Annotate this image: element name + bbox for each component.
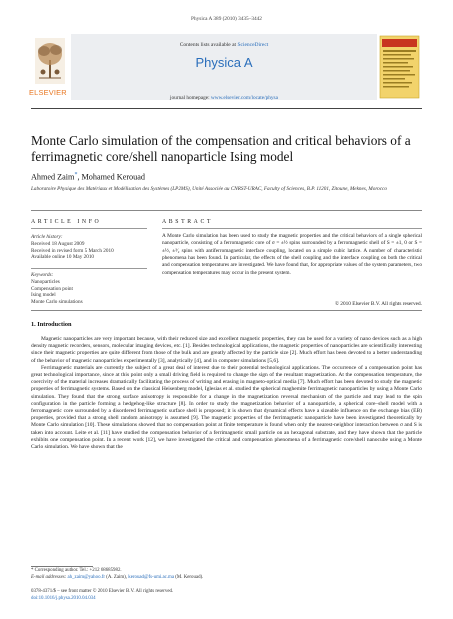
elsevier-logo [31, 34, 69, 100]
header-rule [31, 108, 422, 109]
affiliation-rule [31, 210, 422, 211]
corresponding-mark[interactable]: * [74, 172, 78, 178]
corresponding-author-note: * Corresponding author. Tel.: +212 68685982. [31, 568, 122, 573]
email-link-kerouad[interactable]: kerouad@fs-umi.ac.ma [128, 574, 175, 580]
article-history [31, 234, 147, 261]
sciencedirect-link[interactable]: ScienceDirect [237, 42, 269, 48]
author-1[interactable]: Ahmed Zaim [31, 172, 75, 182]
keywords-block [31, 272, 147, 306]
abstract-bottom-rule [31, 310, 422, 311]
affiliation: Laboratoire Physique des Matériaux et Modélisation des Systèmes (LP2MS), Unité Associée au CNRST-URAC, Faculty of Sciences, B.P. 11201, Zitoune, Meknes, Morocco [31, 186, 387, 192]
article-info-heading: ARTICLE INFO [31, 219, 102, 225]
body-paragraph: Magnetic nanoparticles are very important because, with their reduced size and excellent magnetic properties, they can be used for a variety of nano devices such as a high density magnetic recorders, sensors, molecular imaging devices, etc. [1]. Besides technological applications, the magnetic properties of nanoparticles are scientifically interesting since their magnetic properties are quite different from those of the bulk and are greatly affected by the particle size [2]. Much effort has been devoted to a better understanding of the behavior of magnetic nanoparticles experimentally [3], analytically [4], and in computer simulations [5,6]. [31, 336, 422, 364]
elsevier-wordmark: ELSEVIER [29, 88, 67, 97]
keyword-item: Monte Carlo simulations [31, 299, 83, 306]
body-paragraph: Ferrimagnetic materials are currently the subject of a great deal of interest due to their potential technological applications. The occurrence of a compensation point has great technological importance, since at this point only a small driving field is required to change the sign of the resultant magnetization. At the compensation temperature, the coercivity of the material increases dramatically facilitating the process of writing and erasing in magneto-optical media [7]. Much effort has been devoted to study the magnetic properties of ferrimagnetic systems. Based on the classical Heisenberg model, Iglesias et al. studied the spherical maghemite ferrimagnetic nanoparticles by using a Monte Carlo simulation. They found that the strong surface anisotropy is responsible for a change in the magnetization reversal mechanism of the particle and may lead to the spin configuration in the particle forming a hedgehog-like structure [8]. In order to study the magnetization behavior of a nanoparticle, a spherical core–shell model with a ferromagnetic core surrounded by a disordered ferrimagnetic surface shell is proposed; it is shown that dynamical effects have a sizeable influence on the exchange bias (EB) properties, provided that a strong shell random anisotropy is assumed [9]. The magnetic properties of the ferrimagnetic nanoparticle have been investigated theoretically by Monte Carlo simulation [10]. These simulations showed that no compensation point at finite temperature is found when only the nearest-neighbor interaction between σ and S is taken into account. Leite et al. [11] have studied the compensation behavior of a ferrimagnetic small particle on an hexagonal substrate, and they have shown that the particle exhibits one compensation point. In a recent work [12], we have investigated the critical and compensation phenomena of a ferrimagnetic core/shell nanocube using a Monte Carlo simulation. We have shown that the [31, 364, 422, 451]
history-label: Article history: [31, 234, 63, 240]
article-title: Monte Carlo simulation of the compensation and critical behaviors of a ferrimagnetic core/shell nanoparticle Ising model [31, 133, 411, 164]
abstract-copyright: © 2010 Elsevier B.V. All rights reserved. [334, 301, 422, 307]
history-item: Received in revised form 5 March 2010 [31, 247, 114, 254]
contents-line: Contents lists available at ScienceDirect [179, 42, 269, 48]
journal-homepage-link[interactable]: www.elsevier.com/locate/physa [210, 95, 278, 101]
journal-banner [31, 34, 422, 109]
abstract-heading: ABSTRACT [162, 219, 214, 225]
journal-homepage-line: journal homepage: www.elsevier.com/locate/physa [170, 95, 278, 101]
abstract-rule [162, 228, 422, 229]
doi-link[interactable]: doi:10.1016/j.physa.2010.04.034 [31, 595, 96, 601]
issn-block [31, 589, 173, 602]
keyword-item: Ising model [31, 292, 56, 299]
article-info-rule [31, 228, 147, 229]
journal-name: Physica A [195, 55, 253, 70]
footnote [31, 568, 422, 581]
author-2[interactable]: Mohamed Kerouad [81, 172, 145, 182]
history-rule [31, 268, 147, 269]
keyword-item: Nanoparticles [31, 278, 60, 285]
email-link-zaim[interactable]: ah_zaim@yahoo.fr [67, 574, 106, 580]
section-heading-introduction: 1. Introduction [31, 321, 72, 328]
email-line: E-mail addresses: ah_zaim@yahoo.fr (A. Zaim), kerouad@fs-umi.ac.ma (M. Kerouad). [31, 574, 204, 580]
history-item: Received 18 August 2009 [31, 240, 85, 247]
history-item: Available online 10 May 2010 [31, 254, 95, 261]
keywords-label: Keywords: [31, 272, 54, 278]
abstract-text: A Monte Carlo simulation has been used to study the magnetic properties and the critical behaviors of a single spherical nanoparticle, consisting of a ferromagnetic core of σ = ±½ spins surrounded by a ferromagnetic shell of S = ±1, 0 or S = ±½, ±³⁄₂ spins with antiferromagnetic interface coupling, located on a simple cubic lattice. A number of characteristic phenomena has been found. In particular, the effects of the shell coupling and the interface coupling on both the critical and compensation temperatures are investigated. We have found that, for appropriate values of the system parameters, two compensation temperatures may occur in the present system. [162, 233, 422, 276]
introduction-body [31, 336, 422, 451]
journal-cover-image [377, 34, 422, 100]
author-line: Ahmed Zaim*, Mohamed Kerouad [31, 172, 145, 182]
running-head: Physica A 389 (2010) 3435–3442 [191, 16, 262, 22]
footnote-rule [31, 566, 93, 567]
keyword-item: Compensation point [31, 285, 73, 292]
issn-line: 0378-4371/$ – see front matter © 2010 Elsevier B.V. All rights reserved. [31, 589, 174, 594]
